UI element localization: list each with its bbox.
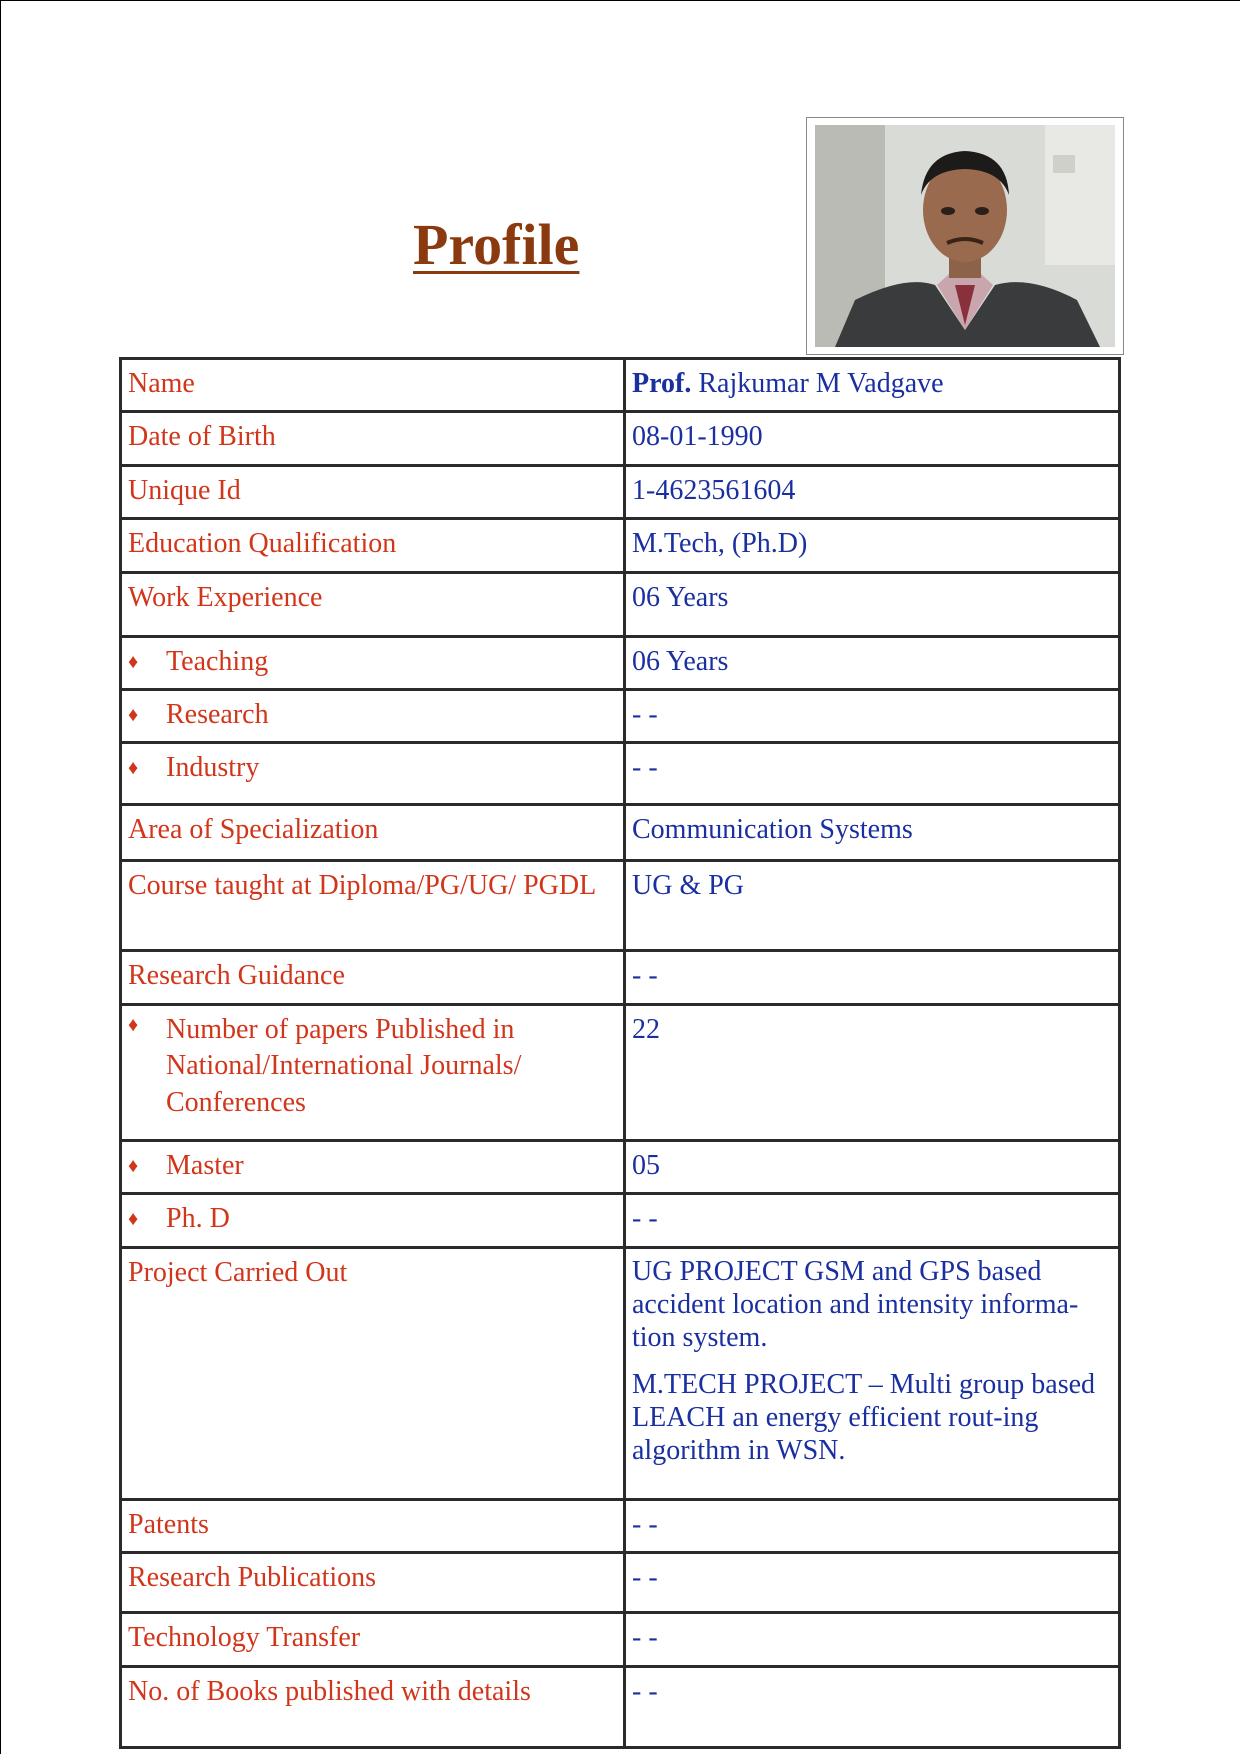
- value-industry: - -: [625, 743, 1120, 805]
- diamond-bullet-icon: ♦: [128, 703, 139, 726]
- value-research-publications: - -: [625, 1552, 1120, 1612]
- profile-photo: [806, 117, 1124, 355]
- table-row: [121, 805, 1120, 861]
- diamond-bullet-icon: ♦: [128, 757, 139, 780]
- table-row: [121, 465, 1120, 518]
- table-row: [121, 1140, 1120, 1193]
- value-specialization: Communication Systems: [625, 805, 1120, 861]
- table-row: [121, 1612, 1120, 1666]
- value-papers: 22: [625, 1004, 1120, 1140]
- table-row: [121, 1004, 1120, 1140]
- industry-label-text: Industry: [166, 752, 260, 784]
- research-label-text: Research: [166, 698, 269, 730]
- label-education: Education Qualification: [121, 519, 625, 572]
- label-master: [121, 1140, 625, 1193]
- value-name: [625, 359, 1120, 412]
- label-work-experience: Work Experience: [121, 572, 625, 636]
- table-row: [121, 951, 1120, 1004]
- label-name: Name: [121, 359, 625, 412]
- label-research: [121, 689, 625, 742]
- profile-table: [119, 357, 1121, 1749]
- label-research-publications: Research Publications: [121, 1552, 625, 1612]
- table-row: [121, 1247, 1120, 1499]
- label-teaching: [121, 636, 625, 689]
- value-projects: [625, 1247, 1120, 1499]
- label-books: No. of Books published with details: [121, 1666, 625, 1747]
- table-row: [121, 861, 1120, 951]
- label-industry: [121, 743, 625, 805]
- label-projects: Project Carried Out: [121, 1247, 625, 1499]
- label-papers: [121, 1004, 625, 1140]
- mtech-project: M.TECH PROJECT – Multi group based LEACH an energy efficient rout-ing algorithm in WSN.: [632, 1368, 1096, 1466]
- page-border-left: [0, 0, 1, 1754]
- phd-label-text: Ph. D: [166, 1203, 230, 1235]
- table-row: [121, 1499, 1120, 1552]
- table-row: [121, 1552, 1120, 1612]
- papers-label-text: Number of papers Published in National/International Journals/ Conferences: [166, 1013, 522, 1118]
- diamond-bullet-icon: ♦: [128, 1154, 139, 1177]
- table-row: [121, 359, 1120, 412]
- ug-project: UG PROJECT GSM and GPS based accident location and intensity informa-tion system.: [632, 1255, 1079, 1353]
- page-border-top: [0, 0, 1240, 1]
- value-research-guidance: - -: [625, 951, 1120, 1004]
- table-row: [121, 572, 1120, 636]
- label-unique-id: Unique Id: [121, 465, 625, 518]
- label-course-taught: Course taught at Diploma/PG/UG/ PGDL: [121, 861, 625, 951]
- profile-photo-image: [815, 125, 1115, 347]
- value-education: M.Tech, (Ph.D): [625, 519, 1120, 572]
- table-row: [121, 1666, 1120, 1747]
- diamond-bullet-icon: ♦: [128, 1208, 139, 1231]
- name-prefix: Prof.: [632, 368, 692, 399]
- label-technology-transfer: Technology Transfer: [121, 1612, 625, 1666]
- value-unique-id: 1-4623561604: [625, 465, 1120, 518]
- value-patents: - -: [625, 1499, 1120, 1552]
- value-course-taught: UG & PG: [625, 861, 1120, 951]
- table-row: [121, 636, 1120, 689]
- diamond-bullet-icon: ♦: [128, 1013, 139, 1036]
- table-row: [121, 689, 1120, 742]
- value-master: 05: [625, 1140, 1120, 1193]
- label-dob: Date of Birth: [121, 412, 625, 465]
- label-specialization: Area of Specialization: [121, 805, 625, 861]
- table-row: [121, 1194, 1120, 1247]
- label-patents: Patents: [121, 1499, 625, 1552]
- value-work-experience: 06 Years: [625, 572, 1120, 636]
- value-books: - -: [625, 1666, 1120, 1747]
- label-research-guidance: Research Guidance: [121, 951, 625, 1004]
- value-phd: - -: [625, 1194, 1120, 1247]
- label-phd: [121, 1194, 625, 1247]
- master-label-text: Master: [166, 1149, 244, 1181]
- teaching-label-text: Teaching: [166, 645, 269, 677]
- table-row: [121, 519, 1120, 572]
- diamond-bullet-icon: ♦: [128, 650, 139, 673]
- value-dob: 08-01-1990: [625, 412, 1120, 465]
- table-row: [121, 743, 1120, 805]
- name-value: Rajkumar M Vadgave: [698, 368, 944, 399]
- value-teaching: 06 Years: [625, 636, 1120, 689]
- value-research: - -: [625, 689, 1120, 742]
- table-row: [121, 412, 1120, 465]
- page-title: Profile: [413, 212, 580, 277]
- value-technology-transfer: - -: [625, 1612, 1120, 1666]
